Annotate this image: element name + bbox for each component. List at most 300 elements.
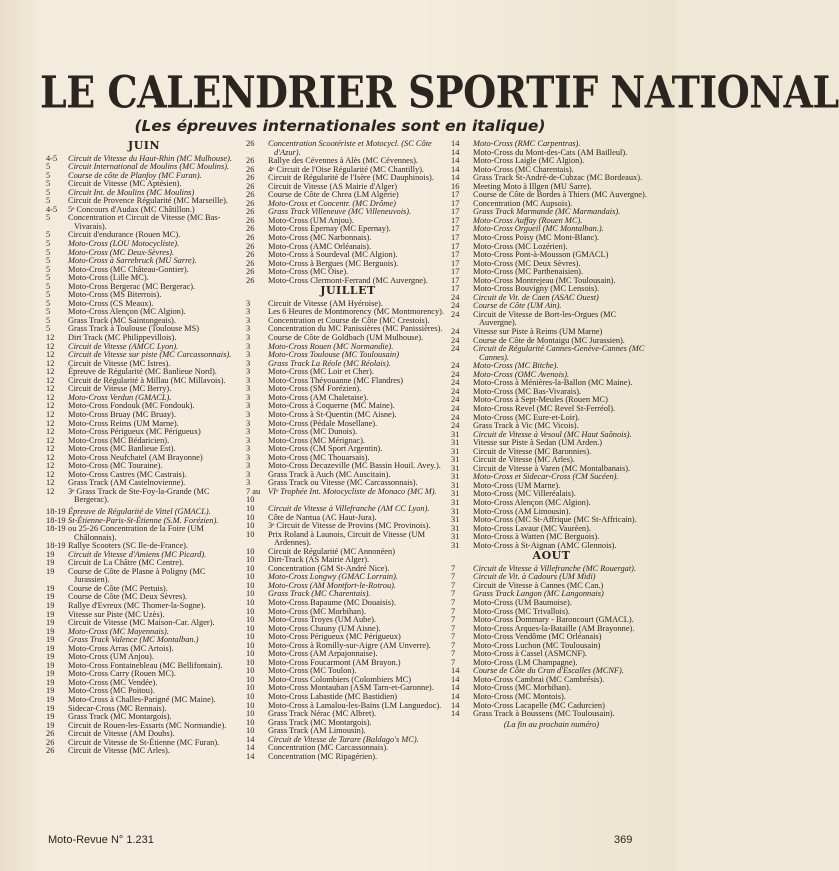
event-text: Moto-Cross à Cassel (ASMCNF). — [473, 649, 587, 659]
event-date: 5 — [46, 247, 51, 257]
event-date: 19 — [46, 626, 55, 636]
event-date: 26 — [246, 164, 255, 174]
event-date: 24 — [451, 344, 460, 354]
event-date: 26 — [246, 190, 255, 200]
event-text: Moto-Cross Bruay (MC Bruay). — [68, 409, 176, 419]
event-date: 19 — [46, 652, 55, 662]
event-text: Épreuve de Régularité (MC Banlieue Nord). — [68, 367, 217, 377]
event-date: 31 — [451, 497, 460, 507]
event-text: Moto-Cross à Sourdeval (MC Algion). — [268, 250, 398, 260]
event-entry — [451, 311, 652, 328]
event-text: Moto-Cross (MC Eure-et-Loir). — [473, 412, 580, 422]
event-date: 31 — [451, 429, 460, 439]
event-text: Moto-Cross à St-Quentin (MC Aisne). — [268, 409, 397, 419]
event-date: 7 — [451, 606, 456, 616]
event-date: 10 — [246, 683, 255, 693]
event-text: Moto-Cross Troyes (UM Aube). — [268, 615, 376, 625]
event-date: 3 — [246, 452, 251, 462]
event-text: Circuit de Vitesse de Tarare (Baldago's MC). — [268, 734, 419, 744]
event-text: Moto-Cross Théyouanne (MC Flandres) — [268, 375, 403, 385]
event-text: Circuit de Régularité à Millau (MC Millavois). — [68, 375, 226, 385]
event-text: Moto-Cross Bergerac (MC Bergerac). — [68, 281, 196, 291]
event-text: Course de Côte de Bordes à Thiers (MC Auvergne). — [473, 190, 647, 200]
event-date: 12 — [46, 444, 55, 454]
page-subtitle: (Les épreuves internationales sont en italique) — [134, 117, 546, 135]
event-text: Circuit de Vitesse (MC Baronnies). — [473, 446, 592, 456]
event-date: 24 — [451, 421, 460, 431]
continued-note: (La fin au prochain numéro) — [503, 719, 600, 729]
event-date: 14 — [451, 666, 460, 676]
event-date: 12 — [46, 469, 55, 479]
event-text: Circuit de Vitesse à Varen (MC Montalbanais). — [473, 463, 631, 473]
event-text: Moto-Cross (MC Charentais). — [473, 164, 574, 174]
event-date: 10 — [246, 649, 255, 659]
event-text: Moto-Cross Toulouse (MC Toulousain) — [268, 350, 399, 360]
event-date: 24 — [451, 395, 460, 405]
event-text: Grass Track (MC Montargois). — [68, 712, 172, 722]
event-date: 10 — [246, 632, 255, 642]
event-date: 12 — [46, 375, 55, 385]
event-text: Moto-Cross Arques-la-Bataille (AM Brayonne). — [473, 623, 635, 633]
event-date: 12 — [46, 333, 55, 343]
event-date: 7 — [451, 615, 456, 625]
event-date: 17 — [451, 207, 460, 217]
column-3 — [451, 140, 652, 729]
event-date: 24 — [451, 335, 460, 345]
event-date: 10 — [246, 512, 255, 522]
event-date: 17 — [451, 267, 460, 277]
event-date: 14 — [451, 674, 460, 684]
event-text: Moto-Cross Alençon (MC Algion). — [473, 497, 591, 507]
event-text: Moto-Cross Périgueux (MC Périgueux) — [268, 632, 401, 642]
event-text: Moto-Cross (MC Oise). — [268, 267, 349, 277]
event-date: 3 — [246, 324, 251, 334]
event-entry — [246, 488, 450, 505]
event-date: 3 — [246, 367, 251, 377]
event-text: Moto-Cross Alençon (MC Algion). — [68, 307, 186, 317]
event-date: 10 — [246, 589, 255, 599]
event-date: 5 — [46, 307, 51, 317]
event-date: 12 — [46, 418, 55, 428]
event-date: 5 — [46, 273, 51, 283]
event-date: 31 — [451, 515, 460, 525]
event-text: Moto-Cross Orgueil (MC Montalban.). — [473, 224, 604, 234]
event-text: Circuit de Régularité de l'Isère (MC Dauphinois). — [268, 173, 434, 183]
event-text: Moto-Cross Fondouk (MC Fondouk). — [68, 401, 195, 411]
event-date: 7 — [451, 572, 456, 582]
event-date: 19 — [46, 712, 55, 722]
event-date: 12 — [46, 358, 55, 368]
event-date: 3 — [246, 461, 251, 471]
event-date: 7 — [451, 640, 456, 650]
event-text: Moto-Cross (MC Morbihan). — [268, 606, 366, 616]
event-text: Circuit de Provence Régularité (MC Marseille). — [68, 196, 229, 206]
event-text: Moto-Cross Lavaur (MC Vauréen). — [473, 523, 592, 533]
event-date: 31 — [451, 480, 460, 490]
event-date: 7 — [451, 563, 456, 573]
event-date: 19 — [46, 643, 55, 653]
event-text: Meeting Moto à Illgen (MU Sarre). — [473, 181, 592, 191]
event-text: Moto-Cross à Sept-Meules (Rouen MC) — [473, 395, 608, 405]
event-text: Course de Côte de Chrea (LM Algérie) — [268, 190, 399, 200]
event-text: Grass Track Langon (MC Langonnais) — [473, 589, 604, 599]
event-date: 12 — [46, 452, 55, 462]
event-date: 24 — [451, 403, 460, 413]
event-date: 17 — [451, 250, 460, 260]
event-text: Moto-Cross (AM Arpajonnaise). — [268, 649, 378, 659]
event-text: Circuit d'endurance (Rouen MC). — [68, 230, 181, 240]
event-text: Moto-Cross Rouen (MC Normandie). — [268, 341, 394, 351]
event-date: 14 — [246, 743, 255, 753]
event-date: 14 — [246, 751, 255, 761]
event-text: Moto-Cross Luchon (MC Toulousain) — [473, 640, 601, 650]
column-1 — [46, 140, 242, 756]
event-text: Circuit de Rouen-les-Essarts (MC Normandie). — [68, 720, 227, 730]
event-text: Grass Track (MC Saintongeais). — [68, 315, 176, 325]
event-date: 19 — [46, 686, 55, 696]
event-text: Moto-Cross du Mont-des-Cats (AM Bailleul). — [473, 147, 628, 157]
event-date: 3 — [246, 384, 251, 394]
event-entry — [46, 747, 242, 756]
event-date: 12 — [46, 401, 55, 411]
event-date: 14 — [451, 683, 460, 693]
event-text: Concentration (GM St-André Nice). — [268, 563, 390, 573]
event-date: 5 — [46, 264, 51, 274]
event-text: Moto-Cross (MC Vendée). — [68, 677, 158, 687]
event-date: 17 — [451, 190, 460, 200]
event-text: Prix Roland à Launois, Circuit de Vitesse (UM Ardennes). — [268, 529, 426, 548]
event-date: 14 — [451, 156, 460, 166]
event-text: Moto-Cross (Lille MC). — [68, 273, 149, 283]
event-date: 31 — [451, 506, 460, 516]
event-text: Moto-Cross (LOU Motocycliste). — [68, 239, 180, 249]
event-date: 31 — [451, 472, 460, 482]
event-date: 26 — [246, 250, 255, 260]
event-text: Moto-Cross (MC Mérignac). — [268, 435, 365, 445]
event-date: 5 — [46, 179, 51, 189]
event-text: Moto-Cross (MC Narbonnais). — [268, 233, 372, 243]
event-date: 19 — [46, 566, 55, 576]
event-text: Concentration Scootériste et Motocycl. (SC Côte d'Azur). — [268, 139, 432, 157]
event-date: 31 — [451, 523, 460, 533]
event-date: 24 — [451, 327, 460, 337]
event-text: Circuit de Vitesse (AM Hyéroise). — [268, 298, 383, 308]
event-date: 19 — [46, 618, 55, 628]
event-date: 5 — [46, 187, 51, 197]
event-date: 5 — [46, 170, 51, 180]
event-text: Moto-Cross (SM Forézien). — [268, 384, 362, 394]
event-text: Rallye Scooters (SC Ile-de-France). — [68, 541, 189, 551]
event-date: 10 — [246, 503, 255, 513]
event-text: Circuit de Vitesse de St-Étienne (MC Furan). — [68, 737, 220, 747]
event-text: Circuit de Vitesse (AMCC Lyon). — [68, 341, 179, 351]
event-date: 19 — [46, 703, 55, 713]
event-entry — [451, 710, 652, 719]
event-date: 12 — [46, 486, 55, 496]
event-date: 26 — [246, 207, 255, 217]
event-text: Moto-Cross (MC Mayennais). — [68, 626, 169, 636]
event-date: 5 — [46, 298, 51, 308]
event-text: Circuit de Vitesse à Vesoul (MC Haut Saônois). — [473, 429, 632, 439]
event-text: Vitesse sur Piste à Sedan (UM Arden.) — [473, 438, 603, 448]
event-text: Circuit de Vitesse sur piste (MC Carcassonnais). — [68, 350, 232, 360]
event-date: 31 — [451, 463, 460, 473]
event-text: Moto-Cross (MC Toulon). — [268, 666, 357, 676]
event-text: Moto-Cross (CM Sport Argentin). — [268, 444, 383, 454]
event-text: Moto-Cross (MC Montois). — [473, 692, 566, 701]
event-date: 5 — [46, 162, 51, 172]
event-date: 26 — [246, 173, 255, 183]
event-date: 19 — [46, 558, 55, 568]
event-text: Grass Track à Auch (MC Auscitain). — [268, 469, 391, 479]
event-text: Concentration (MC Carcassonnais). — [268, 743, 389, 753]
event-text: Moto-Cross à Ménières-la-Ballon (MC Maine). — [473, 378, 633, 388]
event-date: 19 — [46, 549, 55, 559]
event-date: 24 — [451, 309, 460, 319]
event-date: 19 — [46, 600, 55, 610]
event-entry — [46, 488, 242, 505]
event-text: Circuit de Vitesse à Villefranche (MC Rouergat). — [473, 563, 637, 573]
event-text: Moto-Cross Foucarmont (AM Brayon.) — [268, 657, 401, 667]
event-date: 14 — [451, 164, 460, 174]
event-text: Moto-Cross (MC Lozérien). — [473, 241, 568, 251]
event-date: 5 — [46, 256, 51, 266]
event-date: 7 — [451, 649, 456, 659]
event-text: Moto-Cross à St-Aignan (AMC Glennois). — [473, 540, 617, 550]
event-date: 26 — [246, 198, 255, 208]
event-text: Moto-Cross (UM Anjou). — [268, 215, 354, 225]
event-date: 26 — [246, 275, 255, 285]
event-date: 31 — [451, 532, 460, 542]
event-text: Moto-Cross (MC Deux Sèvres). — [473, 258, 581, 268]
event-date: 3 — [246, 392, 251, 402]
event-date: 5 — [46, 324, 51, 334]
event-text: Moto-Cross à Challes-Parigné (MC Maine). — [68, 695, 216, 704]
event-text: Circuit de Vitesse à Cannes (MC Can.) — [473, 580, 604, 590]
event-text: Moto-Cross Auffay (Rouen MC). — [473, 215, 583, 225]
event-text: Moto-Cross Arras (MC Artois). — [68, 643, 174, 653]
event-date: 3 — [246, 333, 251, 343]
event-text: Moto-Cross Reims (UM Marne). — [68, 418, 179, 428]
event-text: Moto-Cross (MS Biterrois). — [68, 290, 162, 300]
event-date: 3 — [246, 427, 251, 437]
event-text: Grass Track à Toulouse (Toulouse MS) — [68, 324, 200, 334]
event-date: 26 — [246, 215, 255, 225]
event-date: 12 — [46, 435, 55, 445]
column-2 — [246, 140, 450, 761]
event-text: Moto-Cross Verdun (GMACL). — [68, 392, 172, 402]
event-text: Grass Track (AM Limousin). — [268, 726, 366, 736]
event-text: 3ᵉ Grass Track de Ste-Foy-la-Grande (MC Bergerac). — [68, 486, 210, 505]
event-text: Moto-Cross Castres (MC Castrais). — [68, 469, 187, 479]
event-text: Moto-Cross à Bergues (MC Berguois). — [268, 258, 399, 268]
event-date: 31 — [451, 455, 460, 465]
event-text: Moto-Cross (MC Loir et Cher). — [268, 367, 374, 377]
event-date: 24 — [451, 361, 460, 371]
event-text: Grass Track à Boussens (MC Toulousain). — [473, 709, 615, 719]
event-text: Grass Track St-André-de-Cubzac (MC Bordeaux). — [473, 173, 643, 183]
event-text: Circuit de Vit. de Caen (ASAC Ouest) — [473, 292, 599, 302]
event-text: Moto-Cross à Lamalou-les-Bains (LM Languedoc). — [268, 700, 442, 710]
event-text: Moto-Cross à Romilly-sur-Aigre (AM Unverre). — [268, 640, 431, 650]
event-text: Grass Track La Réole (MC Réolais). — [268, 358, 391, 368]
event-text: Moto-Cross Périgueux (MC Périgueux) — [68, 427, 201, 437]
event-date: 7 au 10 — [246, 486, 261, 505]
event-date: 10 — [246, 709, 255, 719]
event-date: 10 — [246, 657, 255, 667]
event-date: 3 — [246, 409, 251, 419]
event-date: 7 — [451, 597, 456, 607]
event-date: 3 — [246, 435, 251, 445]
event-text: Circuit de Vitesse d'Amiens (MC Picard). — [68, 549, 207, 559]
event-date: 24 — [451, 292, 460, 302]
event-date: 10 — [246, 666, 255, 676]
event-text: Moto-Cross (UM Baumoise). — [473, 597, 572, 607]
event-text: Grass Track (MC Montargois). — [268, 717, 372, 727]
event-date: 18-19 — [46, 515, 66, 525]
event-text: 5ᵉ Concours d'Audax (MC Châtillon.) — [68, 204, 195, 214]
event-text: Rallye d'Evreux (MC Thomer-la-Sogne). — [68, 600, 206, 610]
event-date: 12 — [46, 461, 55, 471]
event-date: 3 — [246, 444, 251, 454]
event-date: 26 — [246, 258, 255, 268]
event-text: Course de côte de Planfoy (MC Furan). — [68, 170, 202, 180]
event-text: Grass Track ou Vitesse (MC Carcassonnais). — [268, 478, 418, 488]
event-date: 31 — [451, 489, 460, 499]
event-date: 19 — [46, 677, 55, 687]
event-date: 26 — [246, 156, 255, 166]
event-date: 24 — [451, 301, 460, 311]
event-text: Moto-Cross (MC Bitche). — [473, 361, 559, 371]
event-text: Moto-Cross (MC Deux-Sèvres). — [68, 247, 175, 257]
event-date: 12 — [46, 409, 55, 419]
event-text: Circuit de Vitesse (MC Arles). — [473, 455, 575, 465]
event-date: 5 — [46, 315, 51, 325]
event-text: Moto-Cross Cambrai (MC Cambrésis). — [473, 674, 605, 684]
event-text: Course de Côte (UM Ain). — [473, 301, 562, 311]
event-date: 19 — [46, 695, 55, 704]
event-text: Moto-Cross Lacapelle (MC Cadurcien) — [473, 700, 605, 710]
event-date: 3 — [246, 315, 251, 325]
event-text: Circuit de Vitesse (MC Berry). — [68, 384, 172, 394]
event-date: 12 — [46, 367, 55, 377]
event-text: Moto-Cross Bouvigny (MC Lensois). — [473, 284, 600, 294]
event-text: Circuit de Vitesse du Haut-Rhin (MC Mulhouse). — [68, 153, 232, 163]
event-date: 16 — [451, 181, 460, 191]
event-date: 14 — [451, 700, 460, 710]
event-date: 4-5 — [46, 153, 58, 163]
event-text: VIᵉ Trophée Int. Motocycliste de Monaco (MC M). — [268, 486, 437, 496]
event-entry — [246, 140, 450, 157]
event-date: 10 — [246, 563, 255, 573]
event-date: 3 — [246, 307, 251, 317]
event-date: 19 — [46, 583, 55, 593]
event-text: Circuit de Vitesse (MC Istres). — [68, 358, 171, 368]
event-date: 26 — [246, 241, 255, 251]
event-date: 10 — [246, 623, 255, 633]
event-text: Moto-Cross et Concentr. (MC Drôme) — [268, 198, 396, 208]
event-date: 4-5 — [46, 204, 58, 214]
event-date: 7 — [451, 657, 456, 667]
event-text: Circuit de Vitesse (MC Aptésien). — [68, 179, 182, 189]
event-text: Dirt Track (MC Philippevillois). — [68, 333, 177, 343]
event-date: 10 — [246, 726, 255, 736]
event-date: 24 — [451, 412, 460, 422]
event-date: 12 — [46, 341, 55, 351]
event-text: Circuit de Régularité Cannes-Genève-Cannes (MC Cannes). — [473, 344, 645, 362]
event-text: Moto-Cross Montrejeau (MC Toulousain). — [473, 275, 616, 285]
event-text: Moto-Cross (AM Chaletaise). — [268, 392, 369, 402]
event-date: 10 — [246, 521, 255, 531]
event-date: 7 — [451, 580, 456, 590]
event-text: Moto-Cross Epernay (MC Epernay). — [268, 224, 391, 234]
event-text: Moto-Cross Decazeville (MC Bassin Houil. Avey.). — [268, 461, 441, 471]
event-date: 26 — [46, 729, 55, 739]
event-text: Circuit International de Moulins (MC Moulins). — [68, 162, 230, 172]
event-text: Vitesse sur Piste à Reims (UM Marne) — [473, 327, 603, 337]
event-date: 5 — [46, 230, 51, 240]
event-date: 5 — [46, 196, 51, 206]
event-date: 14 — [451, 139, 460, 148]
event-date: 10 — [246, 700, 255, 710]
event-date: 10 — [246, 529, 255, 539]
event-text: Moto-Cross (OMC Avenois). — [473, 369, 570, 379]
event-date: 19 — [46, 592, 55, 602]
event-text: 4ᵉ Circuit de l'Oise Régularité (MC Chantilly). — [268, 164, 425, 174]
event-date: 19 — [46, 720, 55, 730]
month-heading: AOUT — [532, 549, 571, 563]
event-date: 10 — [246, 546, 255, 556]
event-text: St-Étienne-Paris-St-Étienne (S.M. Forézien). — [68, 515, 219, 525]
event-text: Concentration du MC Panissières (MC Panissières). — [268, 324, 443, 334]
event-date: 7 — [451, 632, 456, 642]
event-date: 26 — [246, 139, 255, 148]
event-date: 10 — [246, 580, 255, 590]
event-date: 18-19 — [46, 541, 66, 551]
event-date: 26 — [46, 746, 55, 756]
event-text: Moto-Cross Carry (Rouen MC). — [68, 669, 176, 679]
event-date: 14 — [451, 147, 460, 157]
event-date: 12 — [46, 427, 55, 437]
event-date: 3 — [246, 478, 251, 488]
event-date: 31 — [451, 540, 460, 550]
event-date: 12 — [46, 384, 55, 394]
event-text: Circuit de Vitesse (AS Mairie d'Alger) — [268, 181, 398, 191]
event-entry — [451, 345, 652, 362]
event-text: Grass Track (MC Charentais). — [268, 589, 371, 599]
event-text: Moto-Cross (LM Champagne). — [473, 657, 578, 667]
event-date: 3 — [246, 375, 251, 385]
event-text: Moto-Cross (Pédale Mosellane). — [268, 418, 378, 428]
event-text: Moto-Cross (MC Poitou). — [68, 686, 155, 696]
event-text: Moto-Cross (AM Montfort-le-Rotrou). — [268, 580, 397, 590]
event-date: 10 — [246, 640, 255, 650]
event-text: Grass Track Villeneuve (MC Villeneuvois). — [268, 207, 412, 217]
event-date: 3 — [246, 350, 251, 360]
event-date: 10 — [246, 692, 255, 701]
event-text: Moto-Cross Chauny (UM Aisne). — [268, 623, 381, 633]
event-text: Moto-Cross (MC Villeréalais). — [473, 489, 576, 499]
event-text: Moto-Cross (MC Banlieue Est). — [68, 444, 176, 454]
event-text: Grass Track Marmande (MC Marmandais). — [473, 207, 621, 217]
event-date: 14 — [451, 709, 460, 719]
event-text: Moto-Cross (MC Château-Gontier). — [68, 264, 189, 274]
event-text: Les 6 Heures de Montmorency (MC Montmorency). — [268, 307, 445, 317]
event-date: 12 — [46, 350, 55, 360]
event-text: Moto-Cross à Watten (MC Berguois). — [473, 532, 600, 542]
event-date: 3 — [246, 401, 251, 411]
event-date: 5 — [46, 290, 51, 300]
